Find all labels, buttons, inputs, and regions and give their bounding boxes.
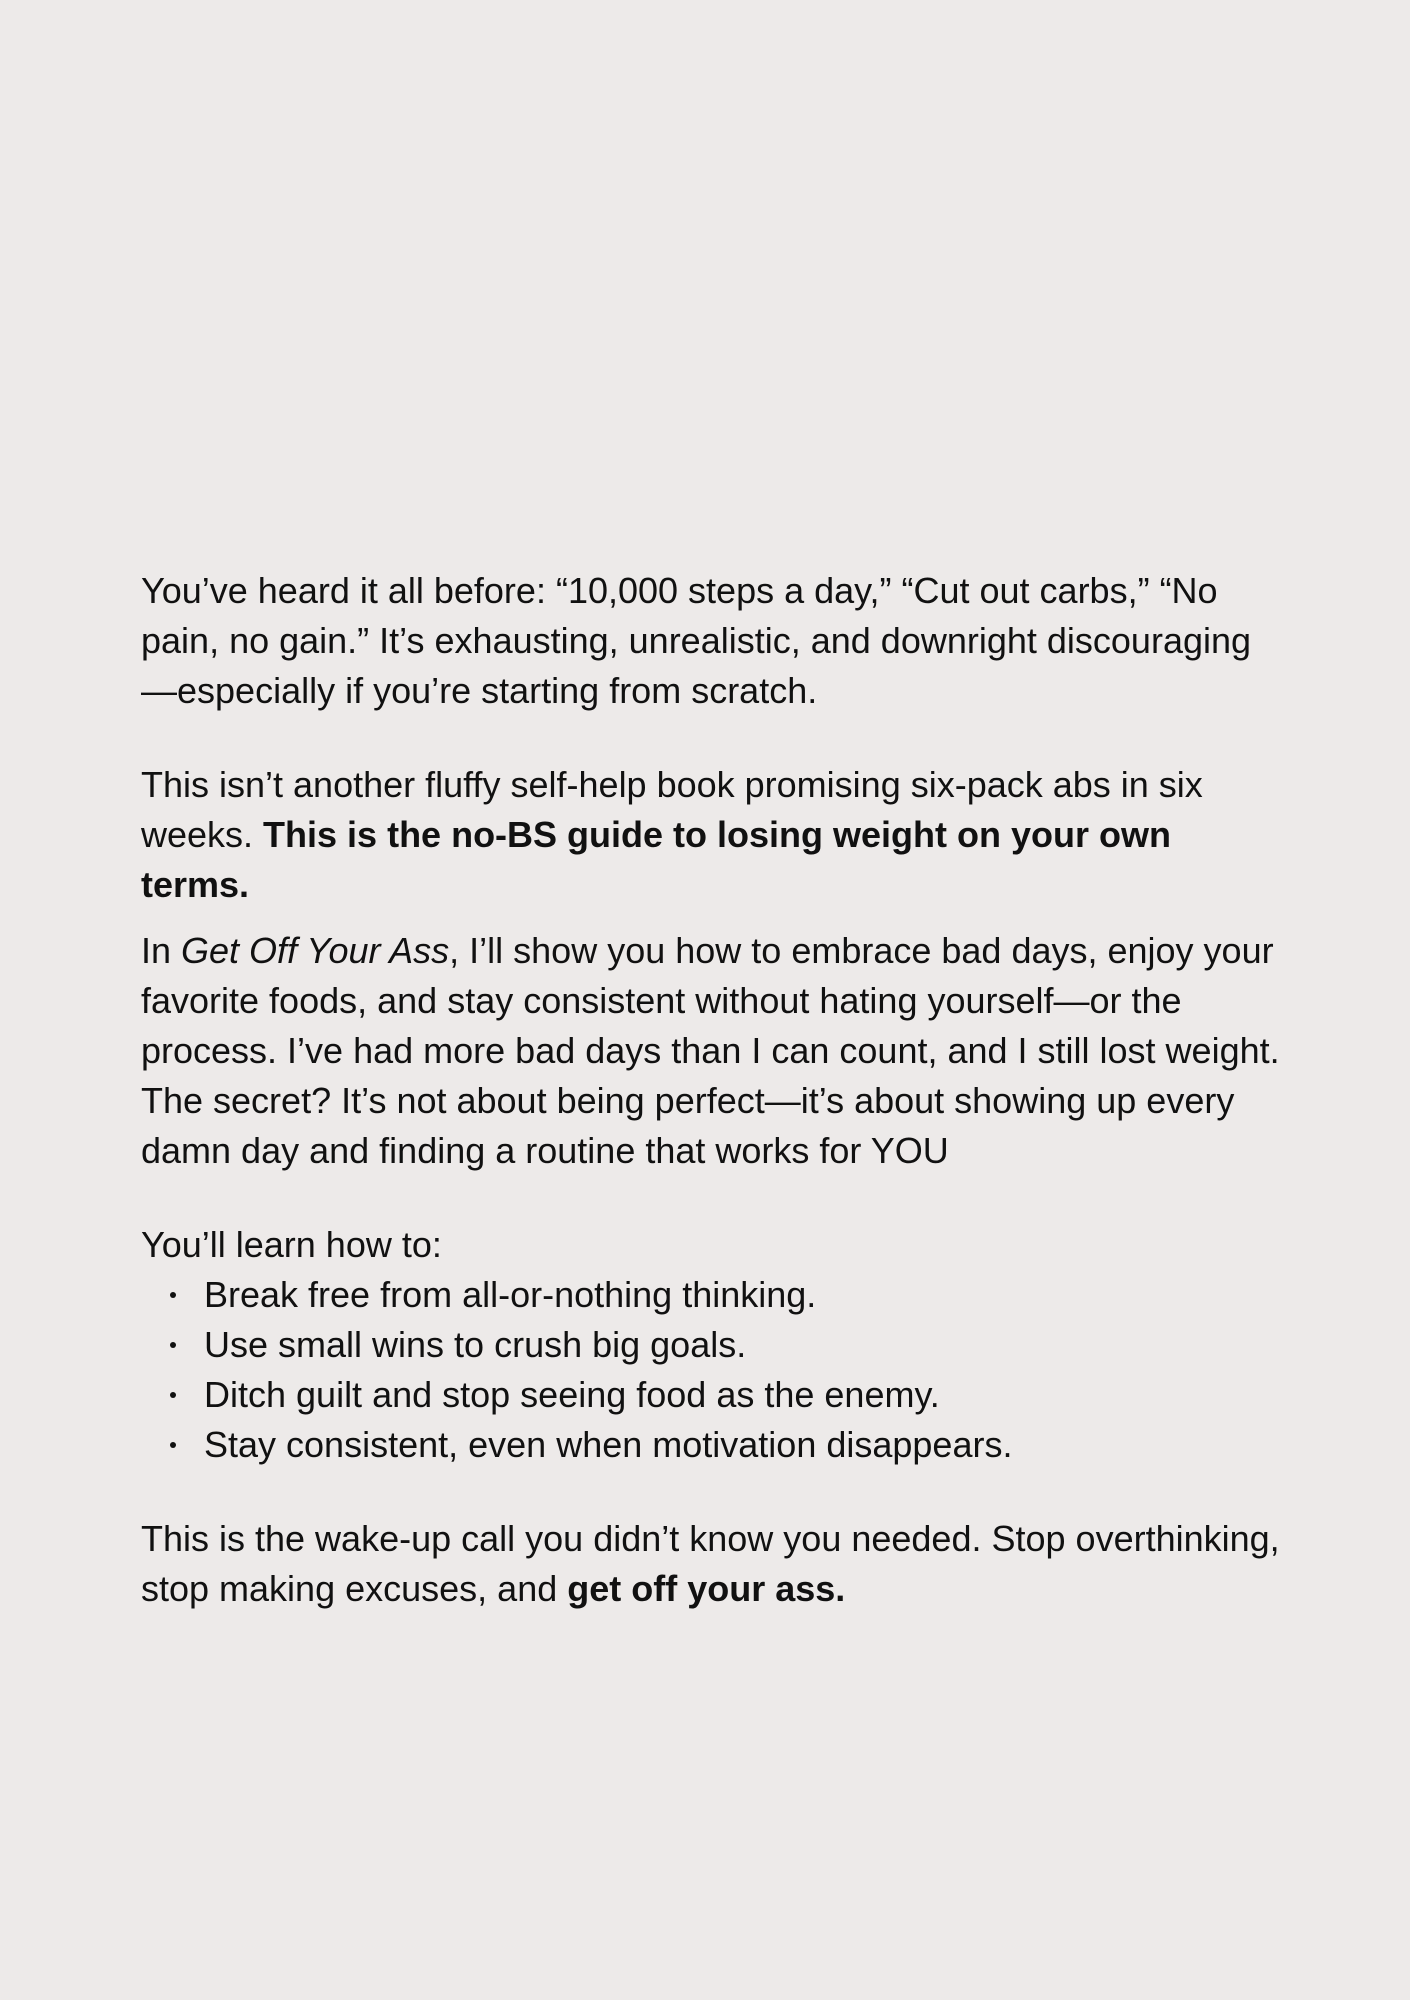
intro-paragraph: You’ve heard it all before: “10,000 steps a day,” “Cut out carbs,” “No pain, no gain.” It’s exhausting, unrealistic, and downright discouraging—especially if you’re starting from scratch. [141,570,1252,711]
story-prefix: In [141,930,182,971]
pitch-bold: This is the no-BS guide to losing weight on your own terms. [141,814,1172,905]
book-title: Get Off Your Ass [181,930,450,971]
list-item-text: Ditch guilt and stop seeing food as the enemy. [204,1374,940,1415]
closing-paragraph [141,1514,1281,1614]
list-item [141,1270,1281,1320]
list-item [141,1420,1281,1470]
list-item [141,1370,1281,1420]
learn-heading: You’ll learn how to: [141,1224,442,1265]
bullet-icon [170,1442,176,1448]
list-item-text: Break free from all-or-nothing thinking. [204,1274,817,1315]
bullet-icon [170,1292,176,1298]
pitch-paragraph [141,760,1281,910]
bullet-icon [170,1392,176,1398]
story-rest: , I’ll show you how to embrace bad days, enjoy your favorite foods, and stay consistent without hating yourself—or the process. I’ve had more bad days than I can count, and I still lost weight. The secret? It’s not about being perfect—it’s about showing up every damn day and finding a routine that works for YOU [141,930,1280,1171]
story-paragraph [141,926,1281,1176]
bullet-icon [170,1342,176,1348]
pitch-lead: This isn’t another fluffy self-help book promising six-pack abs in six weeks. [141,764,1203,855]
learn-list [141,1270,1281,1470]
closing-lead: This is the wake-up call you didn’t know you needed. Stop overthinking, stop making excuses, and [141,1518,1280,1609]
list-item-text: Stay consistent, even when motivation disappears. [204,1424,1013,1465]
back-cover-copy [141,566,1281,1614]
list-item-text: Use small wins to crush big goals. [204,1324,747,1365]
list-item [141,1320,1281,1370]
closing-bold: get off your ass. [567,1568,846,1609]
